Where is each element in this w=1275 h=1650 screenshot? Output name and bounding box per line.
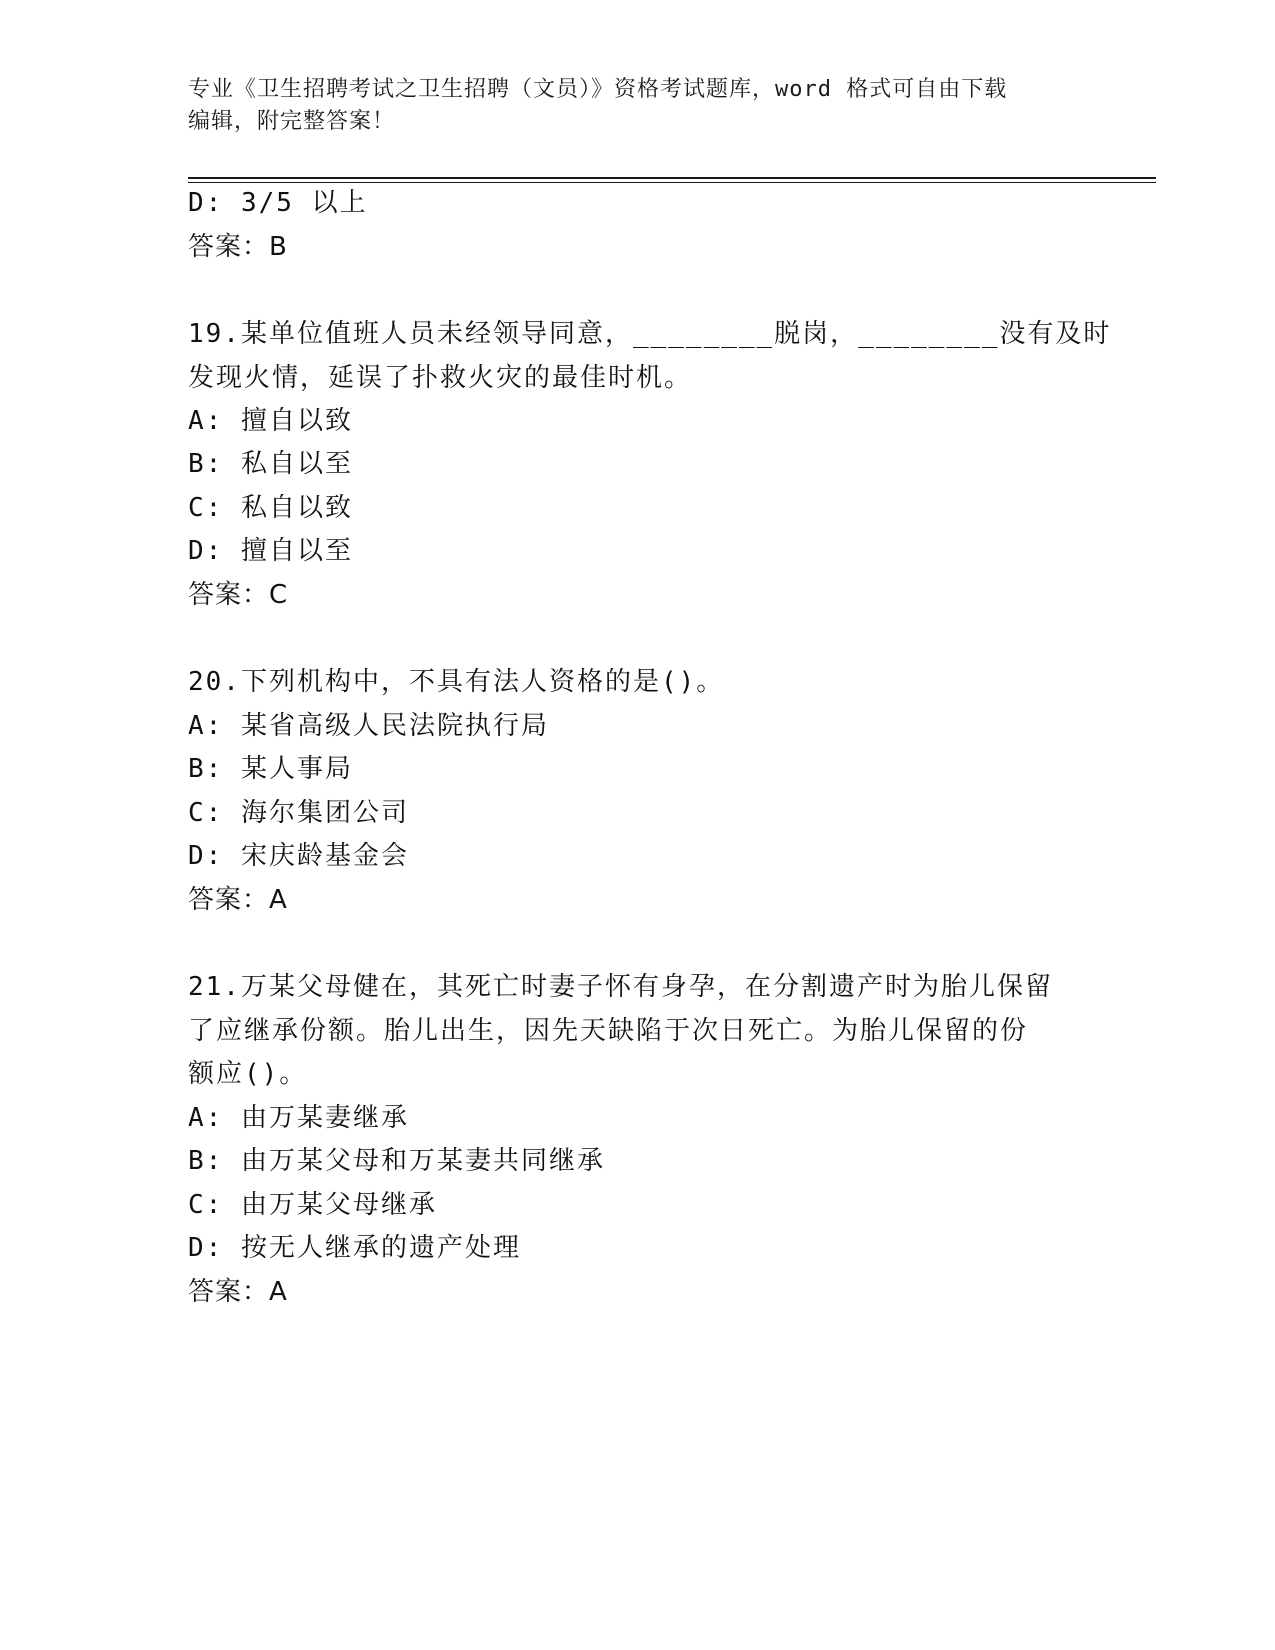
q21-stem-line-2: 了应继承份额。胎儿出生，因先天缺陷于次日死亡。为胎儿保留的份 (188, 1016, 1029, 1046)
page-header (188, 74, 1088, 138)
q19-stem-line-1: 19.某单位值班人员未经领导同意，________脱岗，________没有及时 (188, 319, 1112, 349)
q21-option-d: D: 按无人继承的遗产处理 (188, 1233, 521, 1263)
q20-option-a: A: 某省高级人民法院执行局 (188, 711, 549, 741)
q21-option-b: B: 由万某父母和万某妻共同继承 (188, 1146, 605, 1176)
q21-answer: 答案：A (188, 1277, 288, 1307)
header-divider-thin (188, 182, 1156, 183)
q19-answer: 答案：C (188, 580, 289, 610)
q19-option-d: D: 擅自以至 (188, 536, 353, 566)
q21-stem-line-3: 额应()。 (188, 1059, 308, 1089)
prev-option-d: D: 3/5 以上 (188, 188, 368, 218)
q19-option-b: B: 私自以至 (188, 449, 353, 479)
q19-option-a: A: 擅自以致 (188, 406, 353, 436)
q19-option-c: C: 私自以致 (188, 493, 353, 523)
prev-answer: 答案：B (188, 232, 288, 262)
q20-option-b: B: 某人事局 (188, 754, 353, 784)
q21-option-a: A: 由万某妻继承 (188, 1103, 409, 1133)
header-line-2: 编辑，附完整答案！ (188, 109, 396, 134)
q20-stem-line-1: 20.下列机构中，不具有法人资格的是()。 (188, 667, 725, 697)
q21-option-c: C: 由万某父母继承 (188, 1190, 437, 1220)
q21-stem-line-1: 21.万某父母健在，其死亡时妻子怀有身孕，在分割遗产时为胎儿保留 (188, 972, 1053, 1002)
header-divider-thick (188, 177, 1156, 179)
q20-option-d: D: 宋庆龄基金会 (188, 841, 409, 871)
header-line-1: 专业《卫生招聘考试之卫生招聘（文员）》资格考试题库，word 格式可自由下载 (188, 77, 1008, 102)
q20-option-c: C: 海尔集团公司 (188, 798, 409, 828)
q19-stem-line-2: 发现火情，延误了扑救火灾的最佳时机。 (188, 363, 693, 393)
q20-answer: 答案：A (188, 885, 288, 915)
